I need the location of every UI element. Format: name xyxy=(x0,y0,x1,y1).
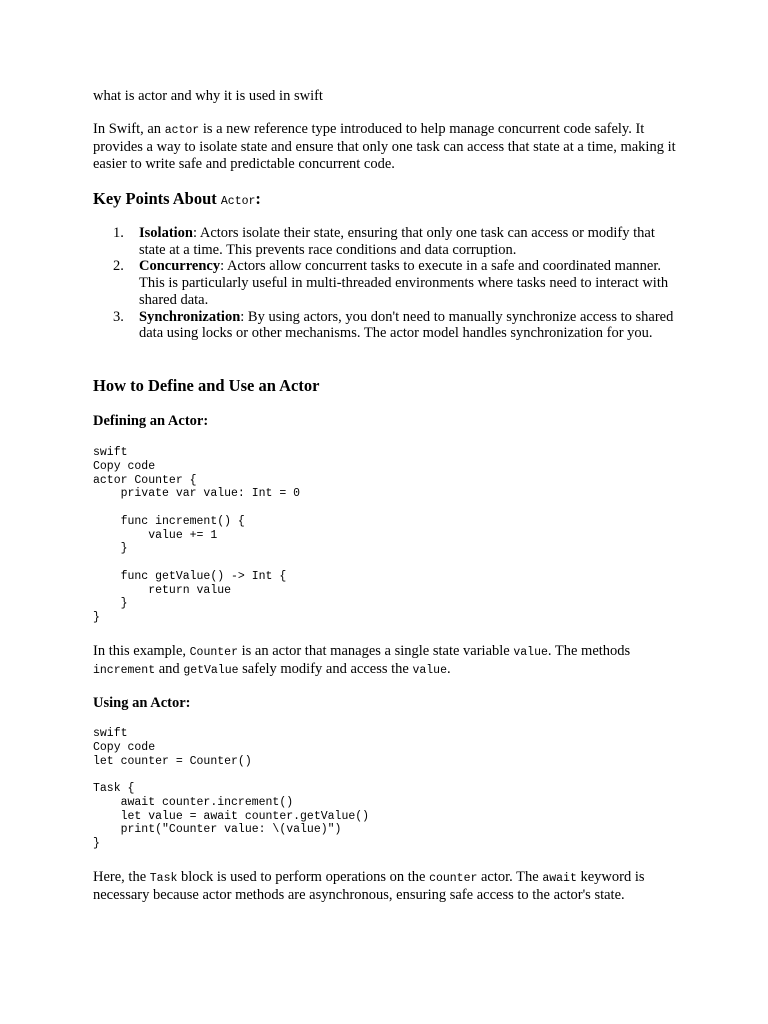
list-item xyxy=(93,258,678,308)
list-item-title: Synchronization xyxy=(139,308,241,325)
intro-text-1: In Swift, an xyxy=(93,121,165,137)
key-points-heading xyxy=(93,189,678,212)
list-item-text: : By using actors, you don't need to manually synchronize access to shared data using locks or other mechanisms. The actor model handles synchronization for you. xyxy=(139,308,674,342)
inline-code-value-2: value xyxy=(412,664,447,677)
defining-heading: Defining an Actor: xyxy=(93,413,209,429)
inline-code-increment: increment xyxy=(93,664,156,677)
list-item-title: Concurrency xyxy=(139,258,221,275)
example-paragraph xyxy=(93,643,678,679)
using-heading: Using an Actor: xyxy=(93,695,191,711)
example-text-6: . xyxy=(446,661,451,677)
inline-code-getvalue: getValue xyxy=(183,664,239,677)
here-text-3: actor. The xyxy=(477,869,543,885)
here-text-2: block is used to perform operations on the xyxy=(177,869,430,885)
inline-code-counter-2: counter xyxy=(429,872,478,885)
inline-code-await: await xyxy=(542,872,577,885)
key-points-heading-suffix: : xyxy=(255,189,261,208)
inline-code-actor: actor xyxy=(164,124,200,137)
inline-code-value: value xyxy=(513,646,548,659)
here-text-4: keyword is necessary because actor methods are asynchronous, ensuring safe access to the actor's state. xyxy=(93,869,645,903)
list-item-title: Isolation xyxy=(139,225,193,241)
list-item xyxy=(93,225,678,258)
code-block-use: swift Copy code let counter = Counter() Task { await counter.increment() let value = await counter.getValue() print("Counter value: \(value)") } xyxy=(93,727,370,850)
list-item-text: : Actors isolate their state, ensuring that only one task can access or modify that state at a time. This prevents race conditions and data corruption. xyxy=(139,225,655,258)
how-to-heading: How to Define and Use an Actor xyxy=(93,376,320,395)
here-text-1: Here, the xyxy=(93,869,150,885)
list-item-number: 2. xyxy=(113,258,124,275)
key-points-heading-text: Key Points About xyxy=(93,189,221,208)
intro-text-2: is a new reference type introduced to help manage concurrent code safely. It provides a way to isolate state and ensure that only one task can access that state at a time, making it easier to write safe and predictable concurrent code. xyxy=(93,121,676,172)
list-item xyxy=(93,309,678,342)
example-text-2: is an actor that manages a single state variable xyxy=(237,643,514,659)
intro-paragraph xyxy=(93,121,678,173)
here-paragraph xyxy=(93,869,678,904)
key-points-heading-code: Actor xyxy=(220,195,256,208)
code-block-define: swift Copy code actor Counter { private var value: Int = 0 func increment() { value += 1 } func getValue() -> Int { return value } } xyxy=(93,446,301,624)
example-text-1: In this example, xyxy=(93,643,190,659)
example-text-4: and xyxy=(155,661,184,677)
question-text: what is actor and why it is used in swift xyxy=(93,88,323,104)
inline-code-task: Task xyxy=(149,872,178,885)
example-text-5: safely modify and access the xyxy=(238,661,413,677)
example-text-3: . The methods xyxy=(547,643,631,659)
list-item-number: 3. xyxy=(113,308,124,325)
list-item-text: : Actors allow concurrent tasks to execute in a safe and coordinated manner. This is particularly useful in multi-threaded environments where tasks need to interact with shared data. xyxy=(139,258,669,308)
list-item-number: 1. xyxy=(113,225,124,241)
key-points-list xyxy=(93,225,678,342)
inline-code-counter: Counter xyxy=(189,646,238,659)
